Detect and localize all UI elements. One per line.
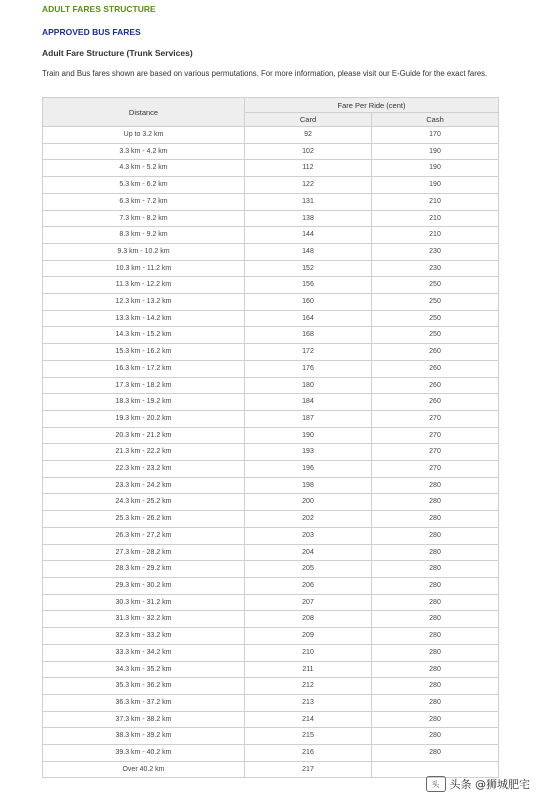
table-row	[43, 360, 499, 377]
table-row	[43, 260, 499, 277]
cash-fare-cell: 250	[372, 277, 499, 294]
table-row	[43, 394, 499, 411]
card-fare-cell: 112	[245, 160, 372, 177]
table-row	[43, 611, 499, 628]
distance-cell: 15.3 km - 16.2 km	[43, 344, 245, 361]
cash-fare-cell: 280	[372, 511, 499, 528]
distance-cell: 32.3 km - 33.2 km	[43, 628, 245, 645]
card-fare-cell: 184	[245, 394, 372, 411]
distance-column-header: Distance	[43, 98, 245, 127]
table-row	[43, 594, 499, 611]
distance-cell: 33.3 km - 34.2 km	[43, 644, 245, 661]
table-row	[43, 160, 499, 177]
card-fare-cell: 164	[245, 310, 372, 327]
card-fare-cell: 138	[245, 210, 372, 227]
section-heading: ADULT FARES STRUCTURE	[42, 4, 156, 14]
cash-fare-cell: 210	[372, 210, 499, 227]
fare-structure-subtitle: Adult Fare Structure (Trunk Services)	[42, 48, 193, 58]
card-fare-cell: 207	[245, 594, 372, 611]
card-fare-cell: 204	[245, 544, 372, 561]
table-row	[43, 410, 499, 427]
cash-fare-cell: 190	[372, 160, 499, 177]
distance-cell: 9.3 km - 10.2 km	[43, 243, 245, 260]
distance-cell: 6.3 km - 7.2 km	[43, 193, 245, 210]
distance-cell: 12.3 km - 13.2 km	[43, 294, 245, 311]
distance-cell: 20.3 km - 21.2 km	[43, 427, 245, 444]
distance-cell: 21.3 km - 22.2 km	[43, 444, 245, 461]
table-row	[43, 294, 499, 311]
distance-cell: 3.3 km - 4.2 km	[43, 143, 245, 160]
distance-cell: 22.3 km - 23.2 km	[43, 461, 245, 478]
cash-fare-cell: 250	[372, 310, 499, 327]
distance-cell: 13.3 km - 14.2 km	[43, 310, 245, 327]
cash-fare-cell: 270	[372, 444, 499, 461]
table-row	[43, 711, 499, 728]
distance-cell: 37.3 km - 38.2 km	[43, 711, 245, 728]
fare-table-header	[43, 98, 499, 127]
card-fare-cell: 196	[245, 461, 372, 478]
distance-cell: 39.3 km - 40.2 km	[43, 745, 245, 762]
distance-cell: 4.3 km - 5.2 km	[43, 160, 245, 177]
table-row	[43, 143, 499, 160]
table-row	[43, 527, 499, 544]
cash-fare-cell: 210	[372, 193, 499, 210]
cash-fare-cell: 280	[372, 594, 499, 611]
cash-fare-cell: 250	[372, 327, 499, 344]
card-fare-cell: 193	[245, 444, 372, 461]
table-row	[43, 210, 499, 227]
card-fare-cell: 214	[245, 711, 372, 728]
card-fare-cell: 172	[245, 344, 372, 361]
distance-cell: 18.3 km - 19.2 km	[43, 394, 245, 411]
card-fare-cell: 131	[245, 193, 372, 210]
table-row	[43, 494, 499, 511]
distance-cell: 36.3 km - 37.2 km	[43, 694, 245, 711]
distance-cell: 10.3 km - 11.2 km	[43, 260, 245, 277]
cash-fare-cell: 250	[372, 294, 499, 311]
distance-cell: 35.3 km - 36.2 km	[43, 678, 245, 695]
distance-cell: 31.3 km - 32.2 km	[43, 611, 245, 628]
card-fare-cell: 202	[245, 511, 372, 528]
table-row	[43, 544, 499, 561]
card-fare-cell: 156	[245, 277, 372, 294]
cash-fare-cell: 260	[372, 344, 499, 361]
cash-fare-cell: 280	[372, 728, 499, 745]
cash-fare-cell: 280	[372, 611, 499, 628]
distance-cell: 19.3 km - 20.2 km	[43, 410, 245, 427]
card-fare-cell: 211	[245, 661, 372, 678]
cash-fare-cell: 280	[372, 544, 499, 561]
card-fare-cell: 210	[245, 644, 372, 661]
cash-fare-cell: 190	[372, 177, 499, 194]
table-row	[43, 177, 499, 194]
cash-fare-cell: 280	[372, 745, 499, 762]
cash-fare-cell: 230	[372, 243, 499, 260]
card-fare-cell: 187	[245, 410, 372, 427]
distance-cell: 17.3 km - 18.2 km	[43, 377, 245, 394]
card-fare-cell: 200	[245, 494, 372, 511]
cash-column-header: Cash	[372, 113, 499, 127]
cash-fare-cell: 280	[372, 694, 499, 711]
intro-paragraph: Train and Bus fares shown are based on various permutations. For more information, please visit our E-Guide for the exact fares.	[42, 69, 488, 78]
distance-cell: Over 40.2 km	[43, 761, 245, 778]
table-row	[43, 728, 499, 745]
distance-cell: 24.3 km - 25.2 km	[43, 494, 245, 511]
distance-cell: 16.3 km - 17.2 km	[43, 360, 245, 377]
card-fare-cell: 122	[245, 177, 372, 194]
card-fare-cell: 144	[245, 227, 372, 244]
table-row	[43, 477, 499, 494]
distance-cell: 25.3 km - 26.2 km	[43, 511, 245, 528]
card-fare-cell: 206	[245, 577, 372, 594]
cash-fare-cell: 270	[372, 410, 499, 427]
cash-fare-cell: 260	[372, 394, 499, 411]
cash-fare-cell: 280	[372, 494, 499, 511]
table-row	[43, 127, 499, 144]
watermark-logo-icon: 头	[426, 776, 446, 792]
table-row	[43, 243, 499, 260]
distance-cell: 11.3 km - 12.2 km	[43, 277, 245, 294]
distance-cell: 23.3 km - 24.2 km	[43, 477, 245, 494]
distance-cell: 7.3 km - 8.2 km	[43, 210, 245, 227]
cash-fare-cell: 260	[372, 377, 499, 394]
distance-cell: 5.3 km - 6.2 km	[43, 177, 245, 194]
cash-fare-cell: 270	[372, 461, 499, 478]
cash-fare-cell: 260	[372, 360, 499, 377]
card-fare-cell: 180	[245, 377, 372, 394]
watermark	[426, 776, 531, 792]
card-fare-cell: 190	[245, 427, 372, 444]
cash-fare-cell: 280	[372, 527, 499, 544]
watermark-text: 头条 @狮城肥宅	[449, 778, 530, 791]
card-fare-cell: 148	[245, 243, 372, 260]
card-fare-cell: 102	[245, 143, 372, 160]
distance-cell: 26.3 km - 27.2 km	[43, 527, 245, 544]
cash-fare-cell: 280	[372, 628, 499, 645]
cash-fare-cell: 190	[372, 143, 499, 160]
distance-cell: 38.3 km - 39.2 km	[43, 728, 245, 745]
card-fare-cell: 209	[245, 628, 372, 645]
card-fare-cell: 213	[245, 694, 372, 711]
card-fare-cell: 160	[245, 294, 372, 311]
table-row	[43, 661, 499, 678]
table-row	[43, 628, 499, 645]
table-row	[43, 377, 499, 394]
cash-fare-cell: 280	[372, 678, 499, 695]
cash-fare-cell: 280	[372, 644, 499, 661]
cash-fare-cell: 170	[372, 127, 499, 144]
table-row	[43, 444, 499, 461]
cash-fare-cell: 280	[372, 561, 499, 578]
distance-cell: 14.3 km - 15.2 km	[43, 327, 245, 344]
cash-fare-cell: 210	[372, 227, 499, 244]
card-fare-cell: 152	[245, 260, 372, 277]
card-fare-cell: 208	[245, 611, 372, 628]
distance-cell: 27.3 km - 28.2 km	[43, 544, 245, 561]
distance-cell: 29.3 km - 30.2 km	[43, 577, 245, 594]
cash-fare-cell: 270	[372, 427, 499, 444]
table-row	[43, 227, 499, 244]
table-row	[43, 561, 499, 578]
cash-fare-cell: 280	[372, 477, 499, 494]
card-fare-cell: 168	[245, 327, 372, 344]
distance-cell: 34.3 km - 35.2 km	[43, 661, 245, 678]
card-fare-cell: 92	[245, 127, 372, 144]
cash-fare-cell: 280	[372, 661, 499, 678]
distance-cell: 28.3 km - 29.2 km	[43, 561, 245, 578]
cash-fare-cell: 230	[372, 260, 499, 277]
card-fare-cell: 216	[245, 745, 372, 762]
table-row	[43, 327, 499, 344]
table-row	[43, 678, 499, 695]
table-row	[43, 644, 499, 661]
distance-cell: 8.3 km - 9.2 km	[43, 227, 245, 244]
table-row	[43, 193, 499, 210]
card-fare-cell: 205	[245, 561, 372, 578]
table-row	[43, 694, 499, 711]
table-row	[43, 461, 499, 478]
card-fare-cell: 217	[245, 761, 372, 778]
cash-fare-cell: 280	[372, 577, 499, 594]
table-row	[43, 577, 499, 594]
cash-fare-cell: 280	[372, 711, 499, 728]
table-row	[43, 277, 499, 294]
approved-fares-heading: APPROVED BUS FARES	[42, 27, 141, 37]
fares-document	[42, 0, 498, 773]
card-fare-cell: 215	[245, 728, 372, 745]
table-row	[43, 344, 499, 361]
fare-table-body	[43, 127, 499, 778]
card-fare-cell: 176	[245, 360, 372, 377]
fare-per-ride-header: Fare Per Ride (cent)	[245, 98, 499, 113]
fare-table	[42, 97, 499, 778]
card-fare-cell: 212	[245, 678, 372, 695]
card-fare-cell: 203	[245, 527, 372, 544]
card-column-header: Card	[245, 113, 372, 127]
table-row	[43, 427, 499, 444]
distance-cell: Up to 3.2 km	[43, 127, 245, 144]
table-row	[43, 511, 499, 528]
table-row	[43, 310, 499, 327]
table-row	[43, 745, 499, 762]
card-fare-cell: 198	[245, 477, 372, 494]
distance-cell: 30.3 km - 31.2 km	[43, 594, 245, 611]
